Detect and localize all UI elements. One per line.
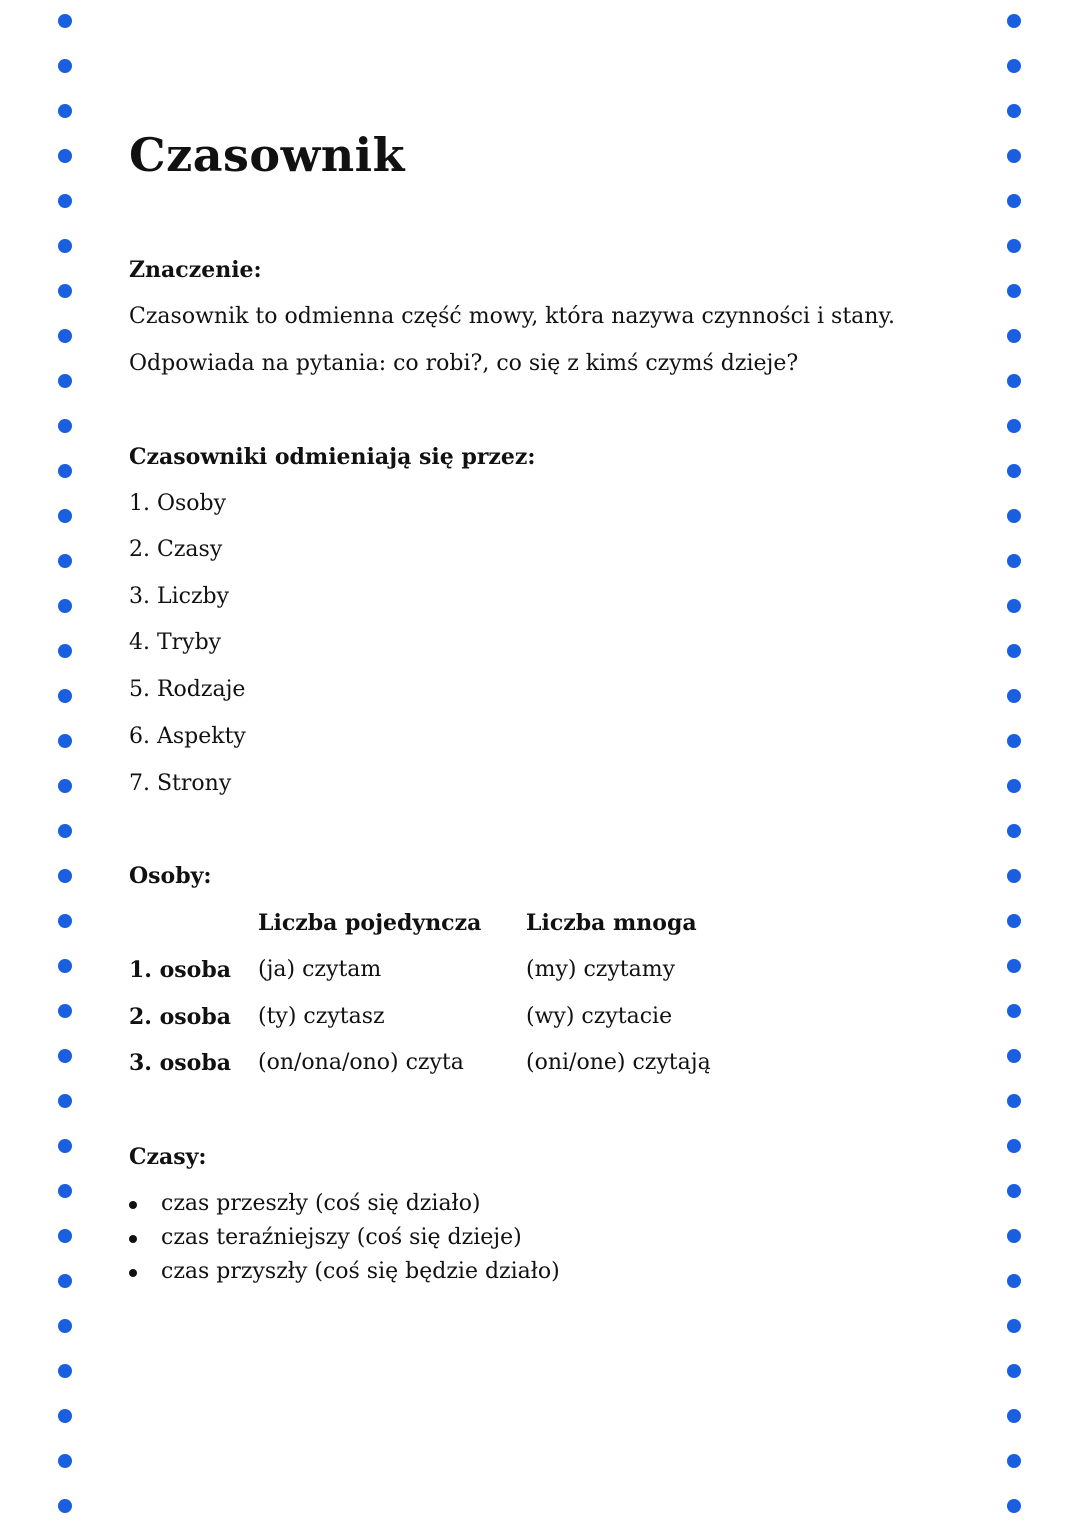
border-dot: [58, 1229, 72, 1243]
border-dot: [1007, 374, 1021, 388]
border-dot: [58, 644, 72, 658]
border-dot: [1007, 1319, 1021, 1333]
border-dot: [58, 1004, 72, 1018]
border-dot: [1007, 1229, 1021, 1243]
border-dot: [1007, 329, 1021, 343]
border-dot: [1007, 1139, 1021, 1153]
border-dot: [1007, 419, 1021, 433]
column-header-singular: Liczba pojedyncza: [258, 910, 482, 936]
meaning-line-1: Czasownik to odmienna część mowy, która nazywa czynności i stany.: [129, 304, 895, 329]
table-cell: (my) czytamy: [526, 957, 676, 982]
border-dot: [58, 284, 72, 298]
border-dot: [1007, 104, 1021, 118]
border-dot: [58, 419, 72, 433]
border-dot: [1007, 689, 1021, 703]
border-dot: [58, 14, 72, 28]
border-dot: [1007, 149, 1021, 163]
border-dot: [58, 1409, 72, 1423]
border-dot: [58, 914, 72, 928]
border-dot: [58, 104, 72, 118]
table-cell: (ja) czytam: [258, 957, 382, 982]
border-dot: [1007, 1274, 1021, 1288]
right-dot-border: [1007, 0, 1021, 1527]
border-dot: [1007, 914, 1021, 928]
border-dot: [58, 824, 72, 838]
border-dot: [58, 1364, 72, 1378]
inflection-heading: Czasowniki odmieniają się przez:: [129, 444, 536, 470]
border-dot: [1007, 734, 1021, 748]
page-title: Czasownik: [129, 128, 406, 182]
table-cell: (on/ona/ono) czyta: [258, 1050, 464, 1075]
persons-heading: Osoby:: [129, 863, 212, 889]
list-item: 5. Rodzaje: [129, 677, 246, 702]
border-dot: [58, 59, 72, 73]
row-label: 3. osoba: [129, 1050, 231, 1076]
row-label: 1. osoba: [129, 957, 231, 983]
list-item: 1. Osoby: [129, 491, 227, 516]
border-dot: [58, 1139, 72, 1153]
bullet-icon: [129, 1235, 137, 1243]
border-dot: [1007, 14, 1021, 28]
border-dot: [1007, 1184, 1021, 1198]
border-dot: [58, 464, 72, 478]
meaning-line-2: Odpowiada na pytania: co robi?, co się z kimś czymś dzieje?: [129, 351, 799, 376]
list-item: 3. Liczby: [129, 584, 230, 609]
border-dot: [1007, 239, 1021, 253]
border-dot: [58, 1499, 72, 1513]
list-item: 6. Aspekty: [129, 724, 246, 749]
table-cell: (oni/one) czytają: [526, 1050, 711, 1075]
border-dot: [58, 959, 72, 973]
tenses-heading: Czasy:: [129, 1144, 207, 1170]
border-dot: [1007, 464, 1021, 478]
border-dot: [58, 194, 72, 208]
left-dot-border: [58, 0, 72, 1527]
list-item: 4. Tryby: [129, 630, 222, 655]
border-dot: [1007, 1499, 1021, 1513]
row-label: 2. osoba: [129, 1004, 231, 1030]
border-dot: [58, 1274, 72, 1288]
border-dot: [1007, 959, 1021, 973]
border-dot: [58, 239, 72, 253]
border-dot: [58, 329, 72, 343]
border-dot: [58, 734, 72, 748]
border-dot: [58, 1319, 72, 1333]
list-item: 2. Czasy: [129, 537, 223, 562]
border-dot: [58, 1049, 72, 1063]
border-dot: [58, 869, 72, 883]
meaning-heading: Znaczenie:: [129, 257, 262, 283]
border-dot: [1007, 509, 1021, 523]
border-dot: [58, 599, 72, 613]
border-dot: [1007, 1049, 1021, 1063]
list-item: 7. Strony: [129, 771, 232, 796]
border-dot: [1007, 1364, 1021, 1378]
border-dot: [58, 779, 72, 793]
column-header-plural: Liczba mnoga: [526, 910, 697, 936]
border-dot: [58, 149, 72, 163]
border-dot: [1007, 869, 1021, 883]
border-dot: [1007, 1454, 1021, 1468]
bullet-icon: [129, 1201, 137, 1209]
list-item-text: czas teraźniejszy (coś się dzieje): [161, 1225, 522, 1250]
border-dot: [1007, 1409, 1021, 1423]
border-dot: [1007, 194, 1021, 208]
border-dot: [58, 374, 72, 388]
border-dot: [1007, 59, 1021, 73]
border-dot: [58, 554, 72, 568]
list-item-text: czas przeszły (coś się działo): [161, 1191, 481, 1216]
border-dot: [1007, 644, 1021, 658]
border-dot: [1007, 554, 1021, 568]
table-cell: (wy) czytacie: [526, 1004, 673, 1029]
border-dot: [1007, 284, 1021, 298]
border-dot: [58, 689, 72, 703]
border-dot: [1007, 1004, 1021, 1018]
border-dot: [58, 509, 72, 523]
border-dot: [1007, 599, 1021, 613]
border-dot: [1007, 824, 1021, 838]
border-dot: [58, 1454, 72, 1468]
bullet-icon: [129, 1269, 137, 1277]
border-dot: [58, 1184, 72, 1198]
border-dot: [58, 1094, 72, 1108]
border-dot: [1007, 779, 1021, 793]
list-item-text: czas przyszły (coś się będzie działo): [161, 1259, 560, 1284]
border-dot: [1007, 1094, 1021, 1108]
table-cell: (ty) czytasz: [258, 1004, 385, 1029]
